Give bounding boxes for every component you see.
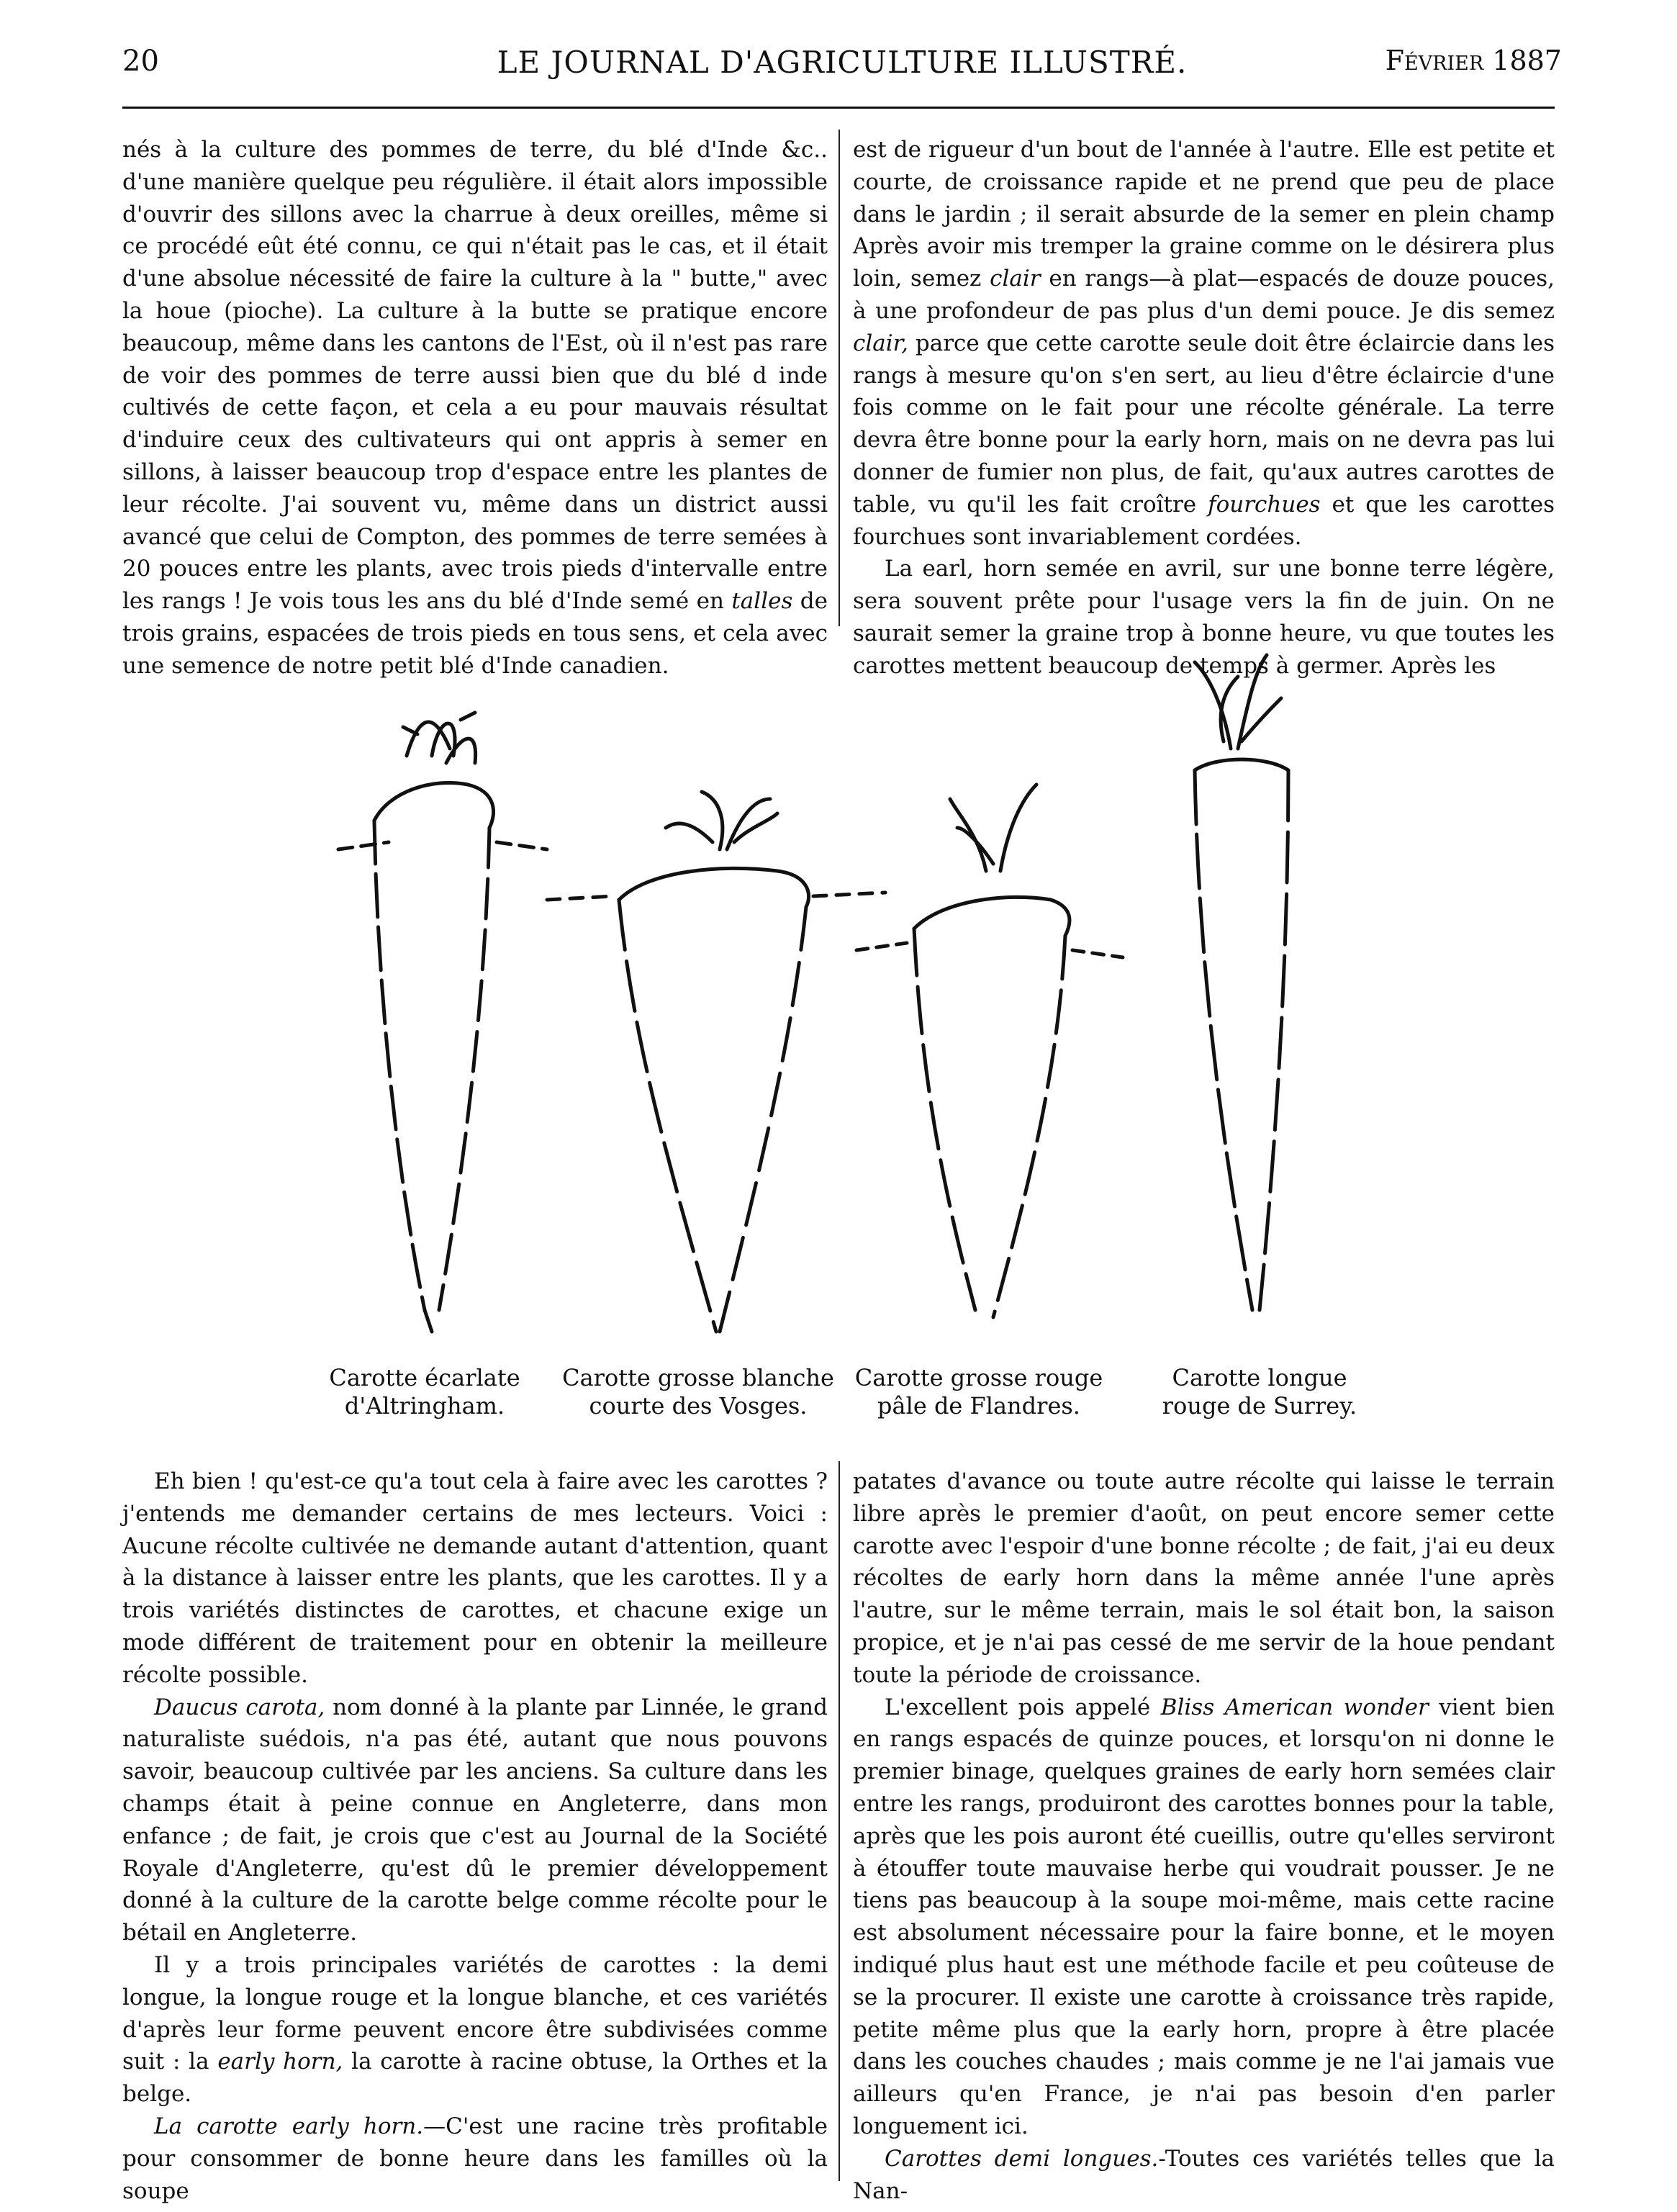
paragraph: Il y a trois principales variétés de carottes : la demi longue, la longue rouge et la longue blanche, et ces variétés d'après leur forme peuvent encore être subdivisées comme suit : la early horn, la carotte à racine obtuse, la Orthes et la belge. xyxy=(122,1951,828,2108)
carrot-surrey-figure xyxy=(1195,655,1288,1310)
bottom-right-column xyxy=(853,1466,1555,2207)
carrot-vosges-figure xyxy=(547,792,885,1332)
paragraph: patates d'avance ou toute autre récolte qui laisse le terrain libre après le premier d'août, on peut encore semer cette carotte avec l'espoir d'une bonne récolte ; de fait, j'ai eu deux récoltes de early horn dans la même année l'une après l'autre, sur le même terrain, mais le sol était bon, la saison propice, et je n'ai pas cessé de me servir de la houe pendant toute la période de croissance. xyxy=(853,1468,1555,1688)
caption-altringham: Carotte écarlate d'Altringham. xyxy=(329,1364,520,1419)
caption-vosges: Carotte grosse blanche courte des Vosges. xyxy=(562,1364,834,1419)
paragraph: Carottes demi longues.-Toutes ces variétés telles que la Nan- xyxy=(853,2145,1555,2204)
carrot-flandres-figure xyxy=(856,785,1123,1317)
paragraph: est de rigueur d'un bout de l'année à l'autre. Elle est petite et courte, de croissance rapide et ne prend que peu de place dans le jardin ; il serait absurde de la semer en plein champ Après avoir mis tremper la graine comme on le désirera plus loin, semez clair en rangs—à plat—espacés de douze pouces, à une profondeur de pas plus d'un demi pouce. Je dis semez clair, parce que cette carotte seule doit être éclaircie dans les rangs à mesure qu'on s'en sert, au lieu d'être éclaircie d'une fois comme on le fait pour une récolte générale. La terre devra être bonne pour la early horn, mais on ne devra pas lui donner de fumier non plus, de fait, qu'aux autres carottes de table, vu qu'il les fait croître fourchues et que les carottes fourchues sont invariablement cordées. xyxy=(853,137,1555,550)
bottom-left-column xyxy=(122,1466,828,2207)
caption-surrey: Carotte longue rouge de Surrey. xyxy=(1162,1364,1357,1419)
column-divider-bottom xyxy=(838,1461,840,2181)
page-number: 20 xyxy=(122,45,159,78)
caption-flandres: Carotte grosse rouge pâle de Flandres. xyxy=(854,1364,1103,1419)
journal-title: LE JOURNAL D'AGRICULTURE ILLUSTRÉ. xyxy=(497,45,1188,80)
paragraph: L'excellent pois appelé Bliss American wonder vient bien en rangs espacés de quinze pouces, et lorsqu'on ni donne le premier binage, quelques graines de early horn semées clair entre les rangs, produiront des carottes bonnes pour la table, après que les pois auront été cueillis, outre qu'elles serviront à étouffer toute mauvaise herbe qui voudrait pousser. Je ne tiens pas beaucoup à la soupe moi-même, mais cette racine est absolument nécessaire pour la faire bonne, et le moyen indiqué plus haut est une méthode facile et peu coûteuse de se la procurer. Il existe une carotte à croissance très rapide, petite même plus que la early horn, propre à être placée dans les couches chaudes ; mais comme je ne l'ai jamais vue ailleurs qu'en France, je n'ai pas besoin d'en parler longuement ici. xyxy=(853,1694,1555,2139)
issue-date: Février 1887 xyxy=(1385,45,1562,76)
carrot-altringham-figure xyxy=(338,713,547,1332)
paragraph: La carotte early horn.—C'est une racine très profitable pour consommer de bonne heure dans les familles où la soupe xyxy=(122,2113,828,2204)
paragraph: Eh bien ! qu'est-ce qu'a tout cela à faire avec les carottes ? j'entends me demander certains de mes lecteurs. Voici : Aucune récolte cultivée ne demande autant d'attention, quant à la distance à laisser entre les plants, que les carottes. Il y a trois variétés distinctes de carottes, et chacune exige un mode différent de traitement pour en obtenir la meilleure récolte possible. xyxy=(122,1468,828,1688)
paragraph: La earl, horn semée en avril, sur une bonne terre légère, sera souvent prête pour l'usage vers la fin de juin. On ne saurait semer la graine trop à bonne heure, vu que toutes les carottes mettent beaucoup de temps à germer. Après les xyxy=(853,556,1555,679)
paragraph: nés à la culture des pommes de terre, du blé d'Inde &c.. d'une manière quelque peu régulière. il était alors impossible d'ouvrir des sillons avec la charrue à deux oreilles, même si ce procédé eût été connu, ce qui n'était pas le cas, et il était d'une absolue nécessité de faire la culture à la " butte," avec la houe (pioche). La culture à la butte se pratique encore beaucoup, même dans les cantons de l'Est, où il n'est pas rare de voir des pommes de terre aussi bien que du blé d inde cultivés de cette façon, et cela a eu pour mauvais résultat d'induire ceux des cultivateurs qui ont appris à semer en sillons, à laisser beaucoup trop d'espace entre les plantes de leur récolte. J'ai souvent vu, même dans un district aussi avancé que celui de Compton, des pommes de terre semées à 20 pouces entre les plants, avec trois pieds d'intervalle entre les rangs ! Je vois tous les ans du blé d'Inde semé en talles de trois grains, espacées de trois pieds en tous sens, et cela avec une semence de notre petit blé d'Inde canadien. xyxy=(122,137,828,679)
paragraph: Daucus carota, nom donné à la plante par Linnée, le grand naturaliste suédois, n'a pas été, autant que nous pouvons savoir, beaucoup cultivée par les anciens. Sa culture dans les champs était à peine connue en Angleterre, dans mon enfance ; de fait, je crois que c'est au Journal de la Société Royale d'Angleterre, qu'est dû le premier développement donné à la culture de la carotte belge comme récolte pour le bétail en Angleterre. xyxy=(122,1694,828,1946)
